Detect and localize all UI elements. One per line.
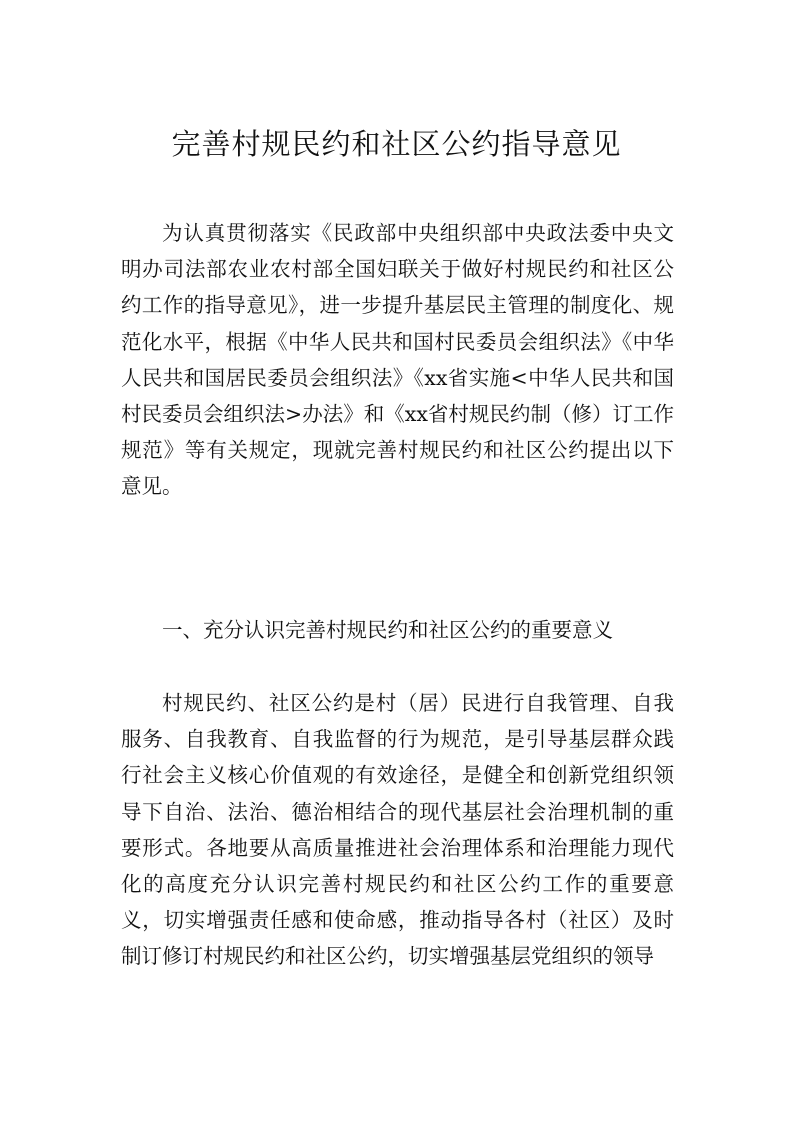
section-heading: 一、充分认识完善村规民约和社区公约的重要意义 <box>162 618 613 642</box>
body-paragraph: 村规民约、社区公约是村（居）民进行自我管理、自我服务、自我教育、自我监督的行为规范，是引导基层群众践行社会主义核心价值观的有效途径，是健全和创新党组织领导下自治、法治、德治相结合的现代基层社会治理机制的重要形式。各地要从高质量推进社会治理体系和治理能力现代化的高度充分认识完善村规民约和社区公约工作的重要意义，切实增强责任感和使命感，推动指导各村（社区）及时制订修订村规民约和社区公约，切实增强基层党组织的领导 <box>121 691 674 969</box>
intro-paragraph: 为认真贯彻落实《民政部中央组织部中央政法委中央文明办司法部农业农村部全国妇联关于做好村规民约和社区公约工作的指导意见》，进一步提升基层民主管理的制度化、规范化水平，根据《中华人民共和国村民委员会组织法》《中华人民共和国居民委员会组织法》《xx省实施<中华人民共和国村民委员会组织法>办法》和《xx省村规民约制（修）订工作规范》等有关规定，现就完善村规民约和社区公约提出以下意见。 <box>121 221 674 499</box>
document-title: 完善村规民约和社区公约指导意见 <box>171 127 622 161</box>
